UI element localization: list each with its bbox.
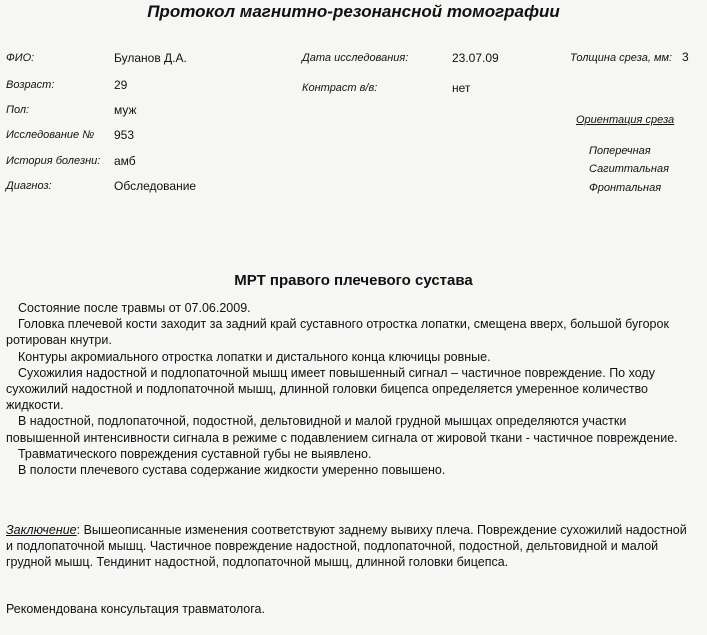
page-title: Протокол магнитно-резонансной томографии	[147, 2, 560, 21]
finding-paragraph: Состояние после травмы от 07.06.2009.	[18, 301, 251, 315]
conclusion	[6, 522, 696, 571]
study-date-value: 23.07.09	[452, 51, 499, 65]
orientation-item: Сагиттальная	[589, 163, 669, 175]
finding-paragraph: Головка плечевой кости заходит за задний край суставного отростка лопатки, смещена вверх, большой бугорок ротирован кнутри.	[6, 317, 669, 348]
orientation-header: Ориентация среза	[576, 114, 675, 126]
conclusion-text: : Вышеописанные изменения соответствуют заднему вывиху плеча. Повреждение сухожилий надостной и подлопаточной мышц. Частичное повреждение надостной, подлопаточной, подостной, дельтовидной и малой грудной мышц. Тендинит надостной, подлопаточной мышц, длинной головки бицепса.	[6, 523, 687, 570]
sex-label: Пол:	[6, 104, 30, 116]
study-date-label: Дата исследования:	[302, 52, 409, 64]
conclusion-label: Заключение	[6, 523, 77, 537]
history-value: амб	[114, 154, 136, 168]
slice-thickness-value: 3	[682, 50, 689, 64]
fio-value: Буланов Д.А.	[114, 51, 187, 65]
age-value: 29	[114, 78, 128, 92]
contrast-label: Контраст в/в:	[302, 82, 378, 94]
study-number-value: 953	[114, 128, 135, 142]
section-heading: МРТ правого плечевого сустава	[234, 272, 473, 289]
finding-paragraph: В надостной, подлопаточной, подостной, дельтовидной и малой грудной мышцах определяются участки повышенной интенсивности сигнала в режиме с подавлением сигнала от жировой ткани - частичное повреждение.	[6, 414, 678, 445]
orientation-item: Фронтальная	[589, 182, 662, 194]
study-number-label: Исследование №	[6, 129, 95, 141]
orientation-item: Поперечная	[589, 145, 651, 157]
contrast-value: нет	[452, 81, 471, 95]
recommendation: Рекомендована консультация травматолога.	[6, 602, 265, 616]
history-label: История болезни:	[6, 155, 101, 167]
finding-paragraph: Контуры акромиального отростка лопатки и дистального конца ключицы ровные.	[18, 349, 491, 364]
sex-value: муж	[114, 103, 137, 117]
fio-label: ФИО:	[6, 52, 35, 64]
finding-paragraph: Травматического повреждения суставной губы не выявлено.	[18, 446, 372, 461]
slice-thickness-label: Толщина среза, мм:	[570, 52, 673, 64]
findings-block	[6, 300, 696, 478]
finding-paragraph: Сухожилия надостной и подлопаточной мышц имеет повышенный сигнал – частичное повреждение. По ходу сухожилий надостной и подлопаточной мышц, длинной головки бицепса определяется умеренное количество жидкости.	[6, 365, 655, 413]
diagnosis-label: Диагноз:	[6, 180, 52, 192]
diagnosis-value: Обследование	[114, 179, 197, 193]
age-label: Возраст:	[6, 79, 55, 91]
finding-paragraph: В полости плечевого сустава содержание жидкости умеренно повышено.	[18, 463, 446, 478]
